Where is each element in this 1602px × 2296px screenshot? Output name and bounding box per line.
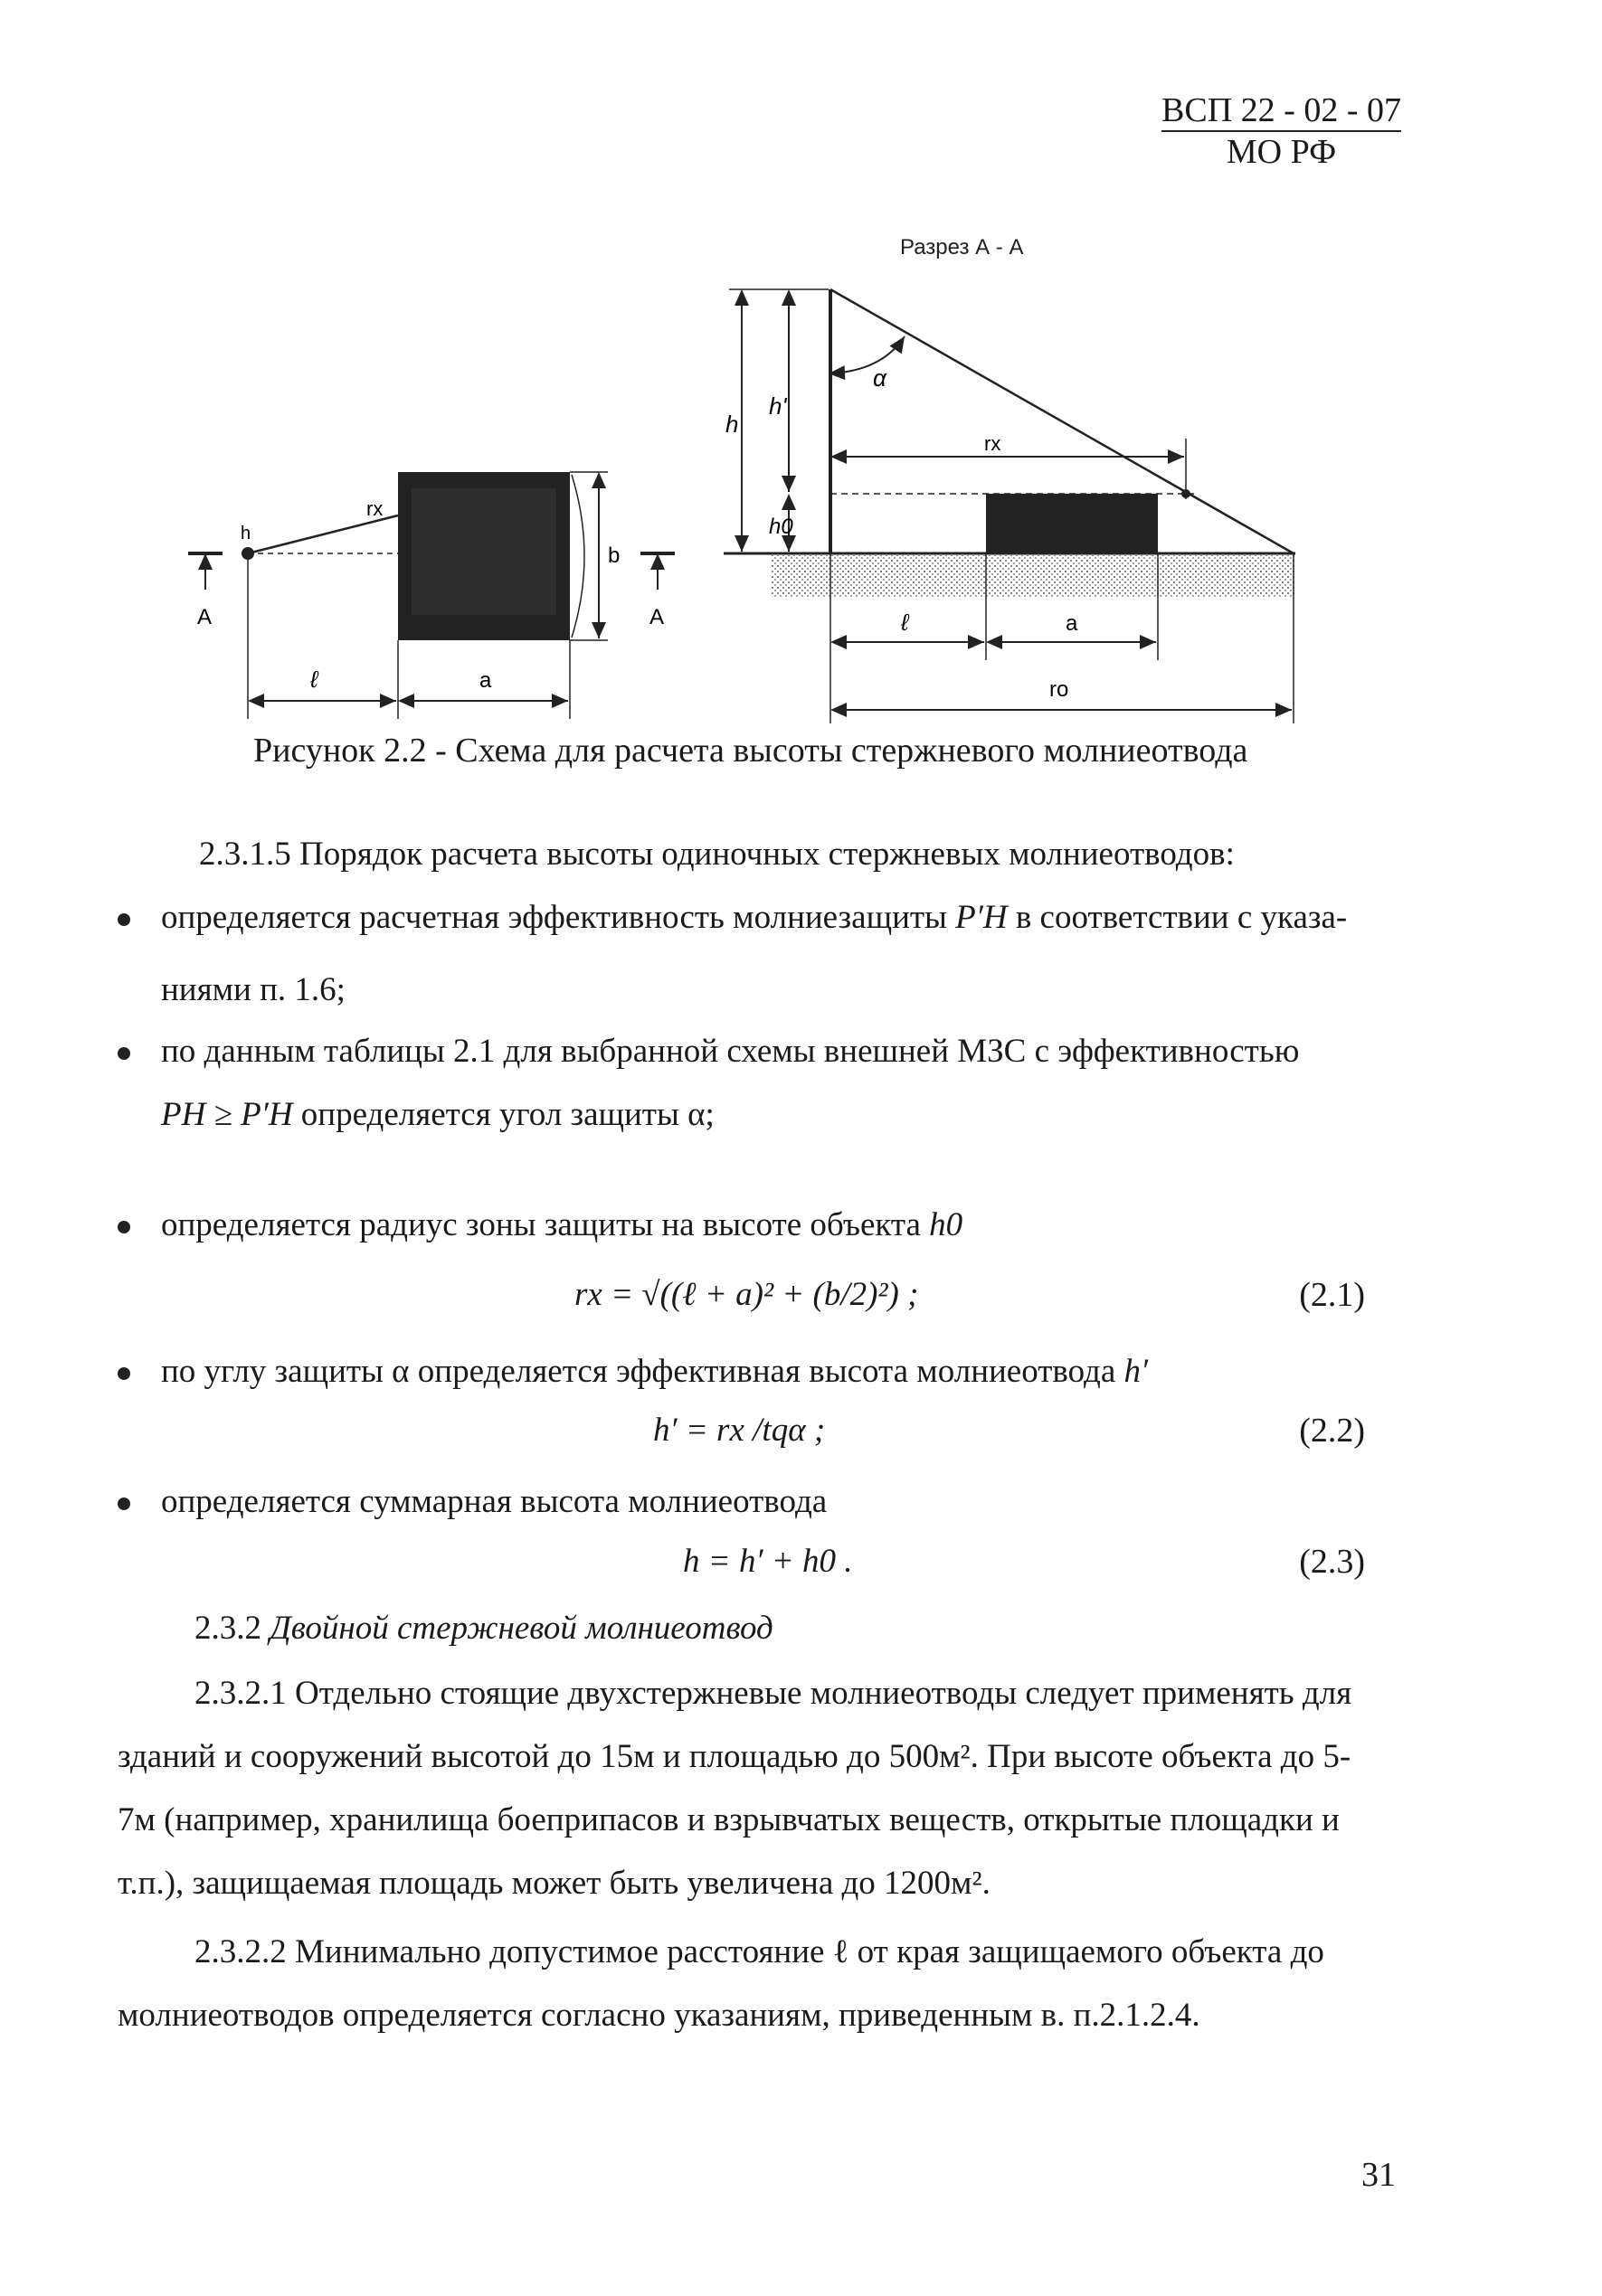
label-h-left: h [241, 524, 251, 543]
bullet-4 [161, 1349, 1148, 1394]
bullet-3-text: определяется радиус зоны защиты на высоте объекта [161, 1206, 921, 1243]
para-2321-l1: 2.3.2.1 Отдельно стоящие двухстержневые молниеотводы следует применять для [194, 1675, 1352, 1712]
label-a-left: a [479, 668, 492, 693]
formula-2-3: h = h′ + h0 . [683, 1543, 853, 1580]
label-r0: ro [1049, 677, 1069, 702]
bullet-3 [161, 1203, 962, 1248]
bullet-dot [118, 1047, 130, 1060]
para-2315: 2.3.1.5 Порядок расчета высоты одиночных стержневых молниеотводов: [199, 836, 1235, 873]
document-header [1161, 90, 1401, 172]
plan-view [188, 472, 675, 719]
figure-caption: Рисунок 2.2 - Схема для расчета высоты стержневого молниеотвода [253, 732, 1248, 770]
label-l-left: ℓ [310, 666, 318, 693]
bullet-dot [118, 1367, 130, 1380]
label-A-left: A [197, 605, 213, 629]
bullet-4-text: по углу защиты α определяется эффективная высота молниеотвода [161, 1353, 1116, 1390]
bullet-2: по данным таблицы 2.1 для выбранной схемы внешней МЗС с эффективностью [161, 1033, 1300, 1070]
para-2321-l2: зданий и сооружений высотой до 15м и площадью до 500м². При высоте объекта до 5- [118, 1738, 1351, 1775]
bullet-dot [118, 1221, 130, 1233]
para-2321-l3: 7м (например, хранилища боеприпасов и взрывчатых веществ, открытые площадки и [118, 1801, 1340, 1838]
formula-2-2: h′ = rx /tqα ; [653, 1412, 826, 1449]
label-h-prime: h' [769, 392, 787, 420]
bullet-2-text-b: определяется угол защиты α; [300, 1096, 715, 1133]
section-title: Разрез А - А [900, 235, 1024, 260]
label-b: b [608, 543, 621, 568]
header-code: ВСП 22 - 02 - 07 [1161, 90, 1401, 132]
section-2-3-2 [194, 1606, 773, 1651]
para-2322-l2: молниеотводов определяется согласно указаниям, приведенным в. п.2.1.2.4. [118, 1997, 1200, 2034]
page-number: 31 [1361, 2156, 1396, 2194]
bullet-1-text: определяется расчетная эффективность молниезащиты [161, 899, 947, 936]
bullet-1 [161, 895, 1394, 940]
bullet-1-text-b: в соответствии с указа- [1015, 899, 1348, 936]
para-2322-l1: 2.3.2.2 Минимально допустимое расстояние ℓ от края защищаемого объекта до [194, 1933, 1324, 1970]
label-alpha: α [873, 364, 886, 392]
bullet-2-cont [161, 1092, 715, 1138]
eq-number-2-2: (2.2) [1299, 1412, 1365, 1450]
header-org: МО РФ [1226, 133, 1337, 171]
bullet-dot [118, 913, 130, 926]
bullet-dot [118, 1498, 130, 1510]
section-view [724, 289, 1295, 723]
label-h0: h0 [769, 515, 793, 539]
symbol-h-prime: h′ [1123, 1353, 1149, 1390]
label-h-right: h [725, 411, 739, 438]
label-rx-right: rx [984, 432, 1001, 455]
bullet-1-cont: ниями п. 1.6; [161, 971, 346, 1008]
symbol-PH-ge: PH ≥ P′H [161, 1096, 293, 1133]
label-l-right: ℓ [901, 609, 909, 636]
para-2321-l4: т.п.), защищаемая площадь может быть увеличена до 1200м². [118, 1865, 991, 1902]
ground [771, 555, 1295, 597]
symbol-PH-prime: P′H [955, 899, 1008, 936]
eq-number-2-1: (2.1) [1299, 1276, 1365, 1314]
symbol-h0: h0 [929, 1206, 963, 1243]
bullet-5: определяется суммарная высота молниеотвода [161, 1483, 828, 1520]
label-rx-left: rx [366, 497, 384, 520]
figure-2-2 [0, 217, 1602, 732]
label-a-right: a [1066, 611, 1078, 636]
eq-number-2-3: (2.3) [1299, 1543, 1365, 1581]
label-A-right: A [649, 605, 665, 629]
formula-2-1: rx = √((ℓ + a)² + (b/2)²) ; [574, 1276, 919, 1313]
protected-object-section [986, 494, 1158, 553]
section-number: 2.3.2 [194, 1610, 261, 1647]
section-title: Двойной стержневой молниеотвод [270, 1610, 773, 1647]
